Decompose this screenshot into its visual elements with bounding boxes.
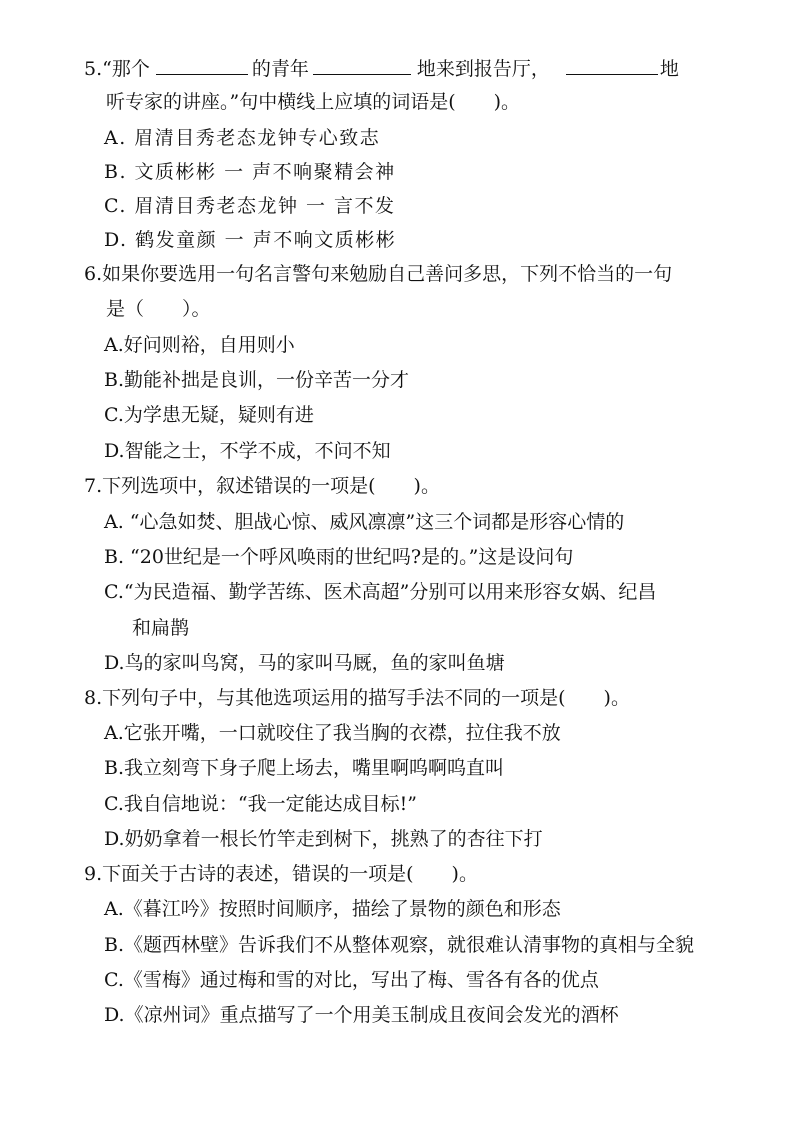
question-5-stem-text: 的青年 [251, 58, 309, 80]
question-5-stem-line-1 [84, 56, 679, 82]
option-c-continued: 和扁鹊 [132, 617, 190, 639]
question-9-stem-line-1: 9.下面关于古诗的表述，错误的一项是( )。 [84, 863, 478, 885]
option-d: D.奶奶拿着一根长竹竿走到树下，挑熟了的杏往下打 [104, 828, 543, 850]
option-c: C.《雪梅》通过梅和雪的对比，写出了梅、雪各有各的优点 [104, 969, 599, 991]
option-c: C.为学患无疑，疑则有进 [104, 404, 314, 426]
option-c: C.我自信地说：“我一定能达成目标!” [104, 793, 417, 815]
option-c: C. 眉清目秀老态龙钟 一 言不发 [104, 195, 396, 217]
option-b: B.我立刻弯下身子爬上场去，嘴里啊呜啊呜直叫 [104, 757, 505, 779]
option-c: C.“为民造福、勤学苦练、医术高超”分别可以用来形容女娲、纪昌 [104, 581, 657, 603]
question-5-stem-line-2: 听专家的讲座。”句中横线上应填的词语是( )。 [106, 91, 521, 113]
question-6-stem-line-1: 6.如果你要选用一句名言警句来勉励自己善问多思，下列不恰当的一句 [84, 263, 673, 285]
question-5-stem-text: 地 [659, 58, 679, 80]
option-d: D.鸟的家叫鸟窝，马的家叫马厩，鱼的家叫鱼塘 [104, 652, 505, 674]
answer-blank [566, 56, 658, 75]
option-d: D.《凉州词》重点描写了一个用美玉制成且夜间会发光的酒杯 [104, 1004, 619, 1026]
option-b: B.勤能补拙是良训，一份辛苦一分才 [104, 369, 410, 391]
option-a: A.《暮江吟》按照时间顺序，描绘了景物的颜色和形态 [104, 898, 561, 920]
option-a: A. 眉清目秀老态龙钟专心致志 [104, 127, 381, 149]
option-b: B.《题西林壁》告诉我们不从整体观察，就很难认清事物的真相与全貌 [104, 934, 695, 956]
answer-blank [156, 56, 248, 75]
option-b: B. “20世纪是一个呼风唤雨的世纪吗?是的。”这是设问句 [104, 546, 574, 568]
option-a: A.它张开嘴，一口就咬住了我当胸的衣襟，拉住我不放 [104, 722, 561, 744]
option-a: A. “心急如焚、胆战心惊、威风凛凛”这三个词都是形容心情的 [104, 511, 625, 533]
question-5-stem-text: 地来到报告厅， [416, 58, 550, 80]
option-d: D. 鹤发童颜 一 声不响文质彬彬 [104, 229, 397, 251]
question-8-stem-line-1: 8.下列句子中，与其他选项运用的描写手法不同的一项是( )。 [84, 687, 630, 709]
question-6-stem-line-2: 是（ ）。 [106, 298, 211, 320]
option-a: A.好问则裕，自用则小 [104, 334, 295, 356]
option-d: D.智能之士，不学不成，不问不知 [104, 440, 391, 462]
question-5-stem-text: 5.“那个 [84, 58, 150, 80]
answer-blank [313, 56, 411, 75]
question-7-stem-line-1: 7.下列选项中，叙述错误的一项是( )。 [84, 475, 440, 497]
option-b: B. 文质彬彬 一 声不响聚精会神 [104, 161, 396, 183]
